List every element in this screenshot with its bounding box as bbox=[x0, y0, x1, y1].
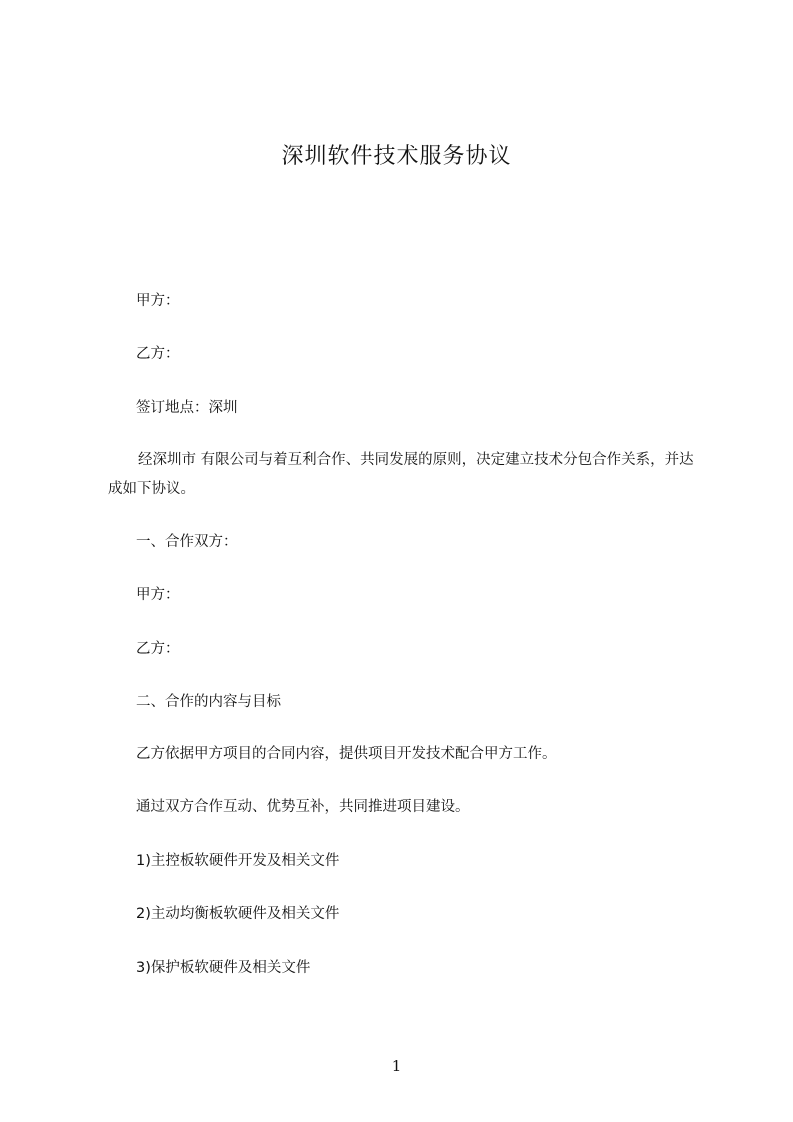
list-item: 2)主动均衡板软硬件及相关文件 bbox=[136, 906, 340, 922]
section1-party-a: 甲方： bbox=[136, 587, 180, 603]
list-item: 1)主控板软硬件开发及相关文件 bbox=[136, 853, 340, 869]
list-item: 3)保护板软硬件及相关文件 bbox=[136, 960, 311, 976]
section2-paragraph-2: 通过双方合作互动、优势互补，共同推进项目建设。 bbox=[136, 799, 470, 815]
section2-paragraph-1: 乙方依据甲方项目的合同内容，提供项目开发技术配合甲方工作。 bbox=[136, 746, 557, 762]
signing-place: 签订地点：深圳 bbox=[136, 400, 238, 416]
section1-party-b: 乙方： bbox=[136, 641, 180, 657]
intro-paragraph: 经深圳市 有限公司与着互利合作、共同发展的原则，决定建立技术分包合作关系，并达成如下协议。 bbox=[108, 452, 694, 497]
party-b-label: 乙方： bbox=[136, 346, 180, 362]
section1-heading: 一、合作双方： bbox=[136, 534, 238, 550]
section2-heading: 二、合作的内容与目标 bbox=[136, 694, 281, 710]
party-a-label: 甲方： bbox=[136, 293, 180, 309]
document-title: 深圳软件技术服务协议 bbox=[281, 144, 512, 169]
page-number: 1 bbox=[391, 1057, 402, 1075]
